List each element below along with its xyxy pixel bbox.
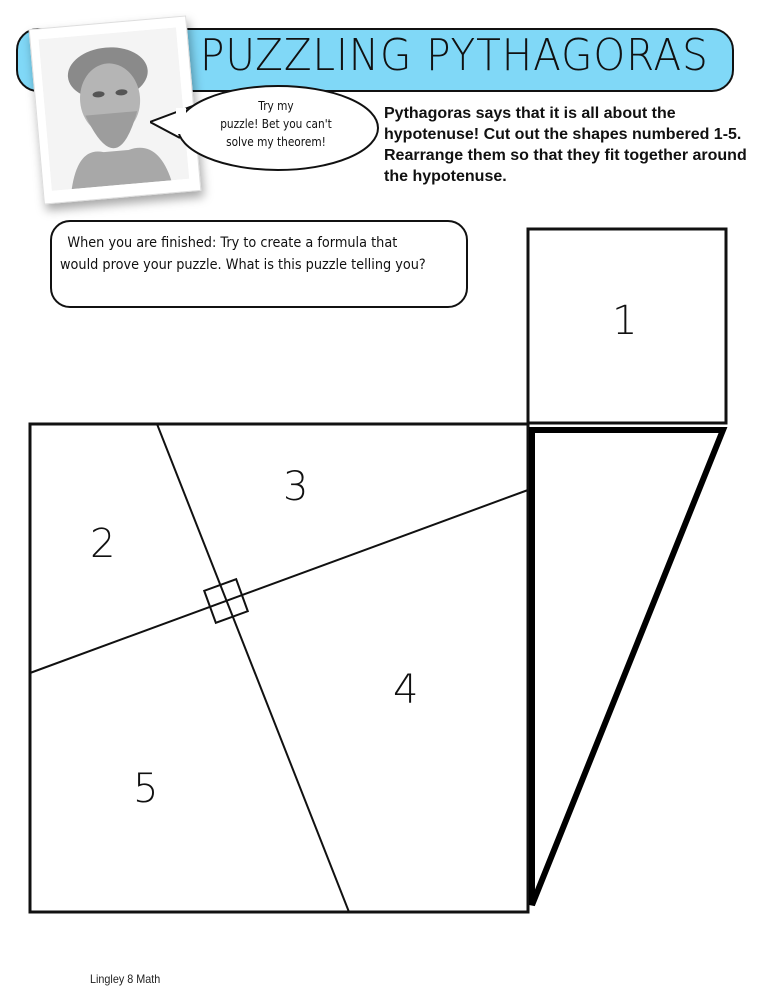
- bubble-line: solve my theorem!: [226, 135, 326, 149]
- label-3: 3: [283, 464, 309, 510]
- page-title: PUZZLING PYTHAGORAS: [200, 30, 709, 81]
- label-5: 5: [133, 766, 159, 812]
- label-1: 1: [612, 298, 638, 344]
- large-square: [30, 424, 528, 912]
- right-triangle: [532, 430, 723, 905]
- label-4: 4: [393, 667, 419, 713]
- cut-line-a: [157, 424, 349, 912]
- bubble-line: puzzle! Bet you can't: [220, 117, 332, 131]
- footer-text: Lingley 8 Math: [90, 972, 161, 986]
- instructions-text: Pythagoras says that it is all about the hypotenuse! Cut out the shapes numbered 1-5. Rearrange them so that they fit together around the hypotenuse.: [384, 105, 747, 185]
- label-2: 2: [90, 521, 116, 567]
- bubble-line: Try my: [258, 99, 294, 113]
- task-text: When you are finished: Try to create a formula that would prove your puzzle. What is this puzzle telling you?: [60, 235, 426, 273]
- cut-line-b: [30, 490, 528, 673]
